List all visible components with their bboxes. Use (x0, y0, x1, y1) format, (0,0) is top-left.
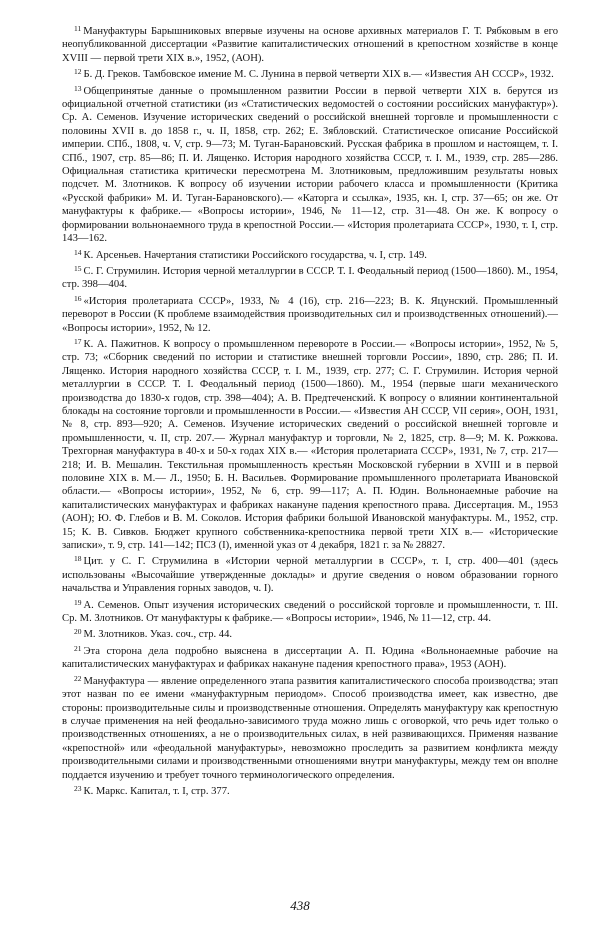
footnote-text: «История пролетариата СССР», 1933, № 4 (16), стр. 216—223; В. К. Яцунский. Промышленный переворот в России (К проблеме взаимодействия производительных сил и производственных отношений).— «Вопросы истории», 1952, № 12. (62, 295, 558, 334)
footnote-text: Общепринятые данные о промышленном развитии России в первой четверти XIX в. берутся из официальной отчетной статистики (из «Статистических ведомостей о состоянии российских мануфактур»). Ср. А. Семенов. Изучение исторических сведений о российской внешней торговле и промышленности с половины XVII в. до 1858 г., ч. II, 1858, стр. 262; Е. Зябловский. Статистическое описание Российской империи. СПб., 1808, ч. V, стр. 9—73; М. Туган-Барановский. Русская фабрика в прошлом и настоящем, т. I. СПб., 1907, стр. 85—86; П. И. Лященко. История народного хозяйства СССР, т. I. М., 1939, стр. 285—286. Официальная статистика критически пересмотрена М. Злотниковым, предложившим результаты новых подсчет. М. Злотников. К вопросу об изучении истории рабочего класса и промышленности (Критика «Русской фабрики» М. И. Туган-Барановского).— «Каторга и ссылка», 1935, кн. I, стр. 37—65; он же. От мануфактуры к фабрике.— «Вопросы истории», 1946, № 11—12, стр. 31—48. Он же. К вопросу о формировании вольнонаемного труда в крепостной России.— «История пролетариата СССР», 1930, т. I, стр. 143—162. (62, 85, 558, 245)
footnote-text: С. Г. Струмилин. История черной металлургии в СССР. Т. I. Феодальный период (1500—1860). М., 1954, стр. 398—404. (62, 265, 558, 291)
footnote-text: Мануфактура — явление определенного этапа развития капиталистического способа производства; этап этот назван по ее имени «мануфактурным периодом». Способ производства имеет, как известно, две стороны: производительные силы и производственные отношения. Определять мануфактуру как крепостную в случае применения на ней феодально-зависимого труда можно лишь с оговоркой, что речь идет только о производственных отношениях, а не о производительных силах, в ней развивающихся. Применяя название «крепостной» или «феодальной мануфактуры», невозможно проследить за развитием конфликта между производительными силами и производственными отношениями внутри мануфактуры, между тем он вполне поддается изучению и требует точного терминологического определения. (62, 675, 558, 781)
footnote-number: 17 (74, 336, 82, 346)
footnote (62, 625, 558, 641)
footnote-text: Мануфактуры Барышниковых впервые изучены на основе архивных материалов Г. Т. Рябковым в его неопубликованной диссертации «Развитие капиталистических отношений в крепостном хозяйстве в конце XVIII — первой трети XIX в.», 1952, (АОН). (62, 26, 558, 64)
footnote-text: Эта сторона дела подробно выяснена в диссертации А. П. Юдина «Вольнонаемные рабочие на капиталистических мануфактурах и фабриках накануне падения крепостного права», 1953 (АОН). (62, 645, 558, 671)
footnote-number: 16 (74, 293, 82, 303)
footnote (62, 552, 558, 595)
footnote (62, 65, 558, 81)
footnote (62, 596, 558, 626)
footnote (62, 262, 558, 292)
footnote-number: 18 (74, 554, 82, 564)
footnote-number: 12 (74, 67, 82, 77)
footnote-number: 13 (74, 83, 82, 93)
footnote (62, 782, 558, 798)
footnote-text: К. А. Пажитнов. К вопросу о промышленном перевороте в России.— «Вопросы истории», 1952, № 5, стр. 73; «Сборник сведений по истории и статистике внешней торговли России», 1890, стр. 286; П. И. Лященко. История народного хозяйства СССР, т. I. М., 1939, стр. 277; С. Г. Струмилин. История черной металлургии в СССР. Т. I. Феодальный период (1500—1860). М., 1954 (первые шаги механического производства до 1830-х годов, стр. 398—404); А. В. Предтеченский. К вопросу о влиянии континентальной блокады на состояние торговли и промышленности в России.— «Известия АН СССР, VII серия», ООН, 1931, № 8, стр. 893—920; А. Семенов. Изучение исторических сведений о российской внешней торговле и промышленности, ч. II, стр. 207.— Журнал мануфактур и торговли, № 2, 1825, стр. 8—9; М. К. Рожкова. Трехгорная мануфактура в 40-х и 50-х годах XIX в.— «История пролетариата СССР», 1931, № 7, стр. 217—218; И. В. Мешалин. Текстильная промышленность крестьян Московской губернии в XVIII и в первой половине XIX в. М.— Л., 1950; Б. Н. Васильев. Формирование промышленного пролетариата Ивановской области.— «Вопросы истории», 1952, № 6, стр. 99—117; А. П. Юдин. Вольнонаемные рабочие на капиталистических мануфактурах и фабриках накануне падения крепостного права. Диссертация. М., 1953 (АОН); Ю. Ф. Глебов и В. М. Соколов. История фабрики большой Ивановской мануфактуры. М., 1952, стр. 15; К. В. Сивков. Бюджет крупного собственника-крепостника первой трети XIX в.— «Исторические записки», т. 9, стр. 141—142; ПСЗ (I), именной указ от 4 декабря, 1821 г. за № 28827. (62, 338, 558, 552)
footnote (62, 642, 558, 672)
footnote-number: 15 (74, 263, 82, 273)
footnote (62, 22, 558, 65)
footnote (62, 82, 558, 246)
footnote-number: 19 (74, 597, 82, 607)
footnote-text: Б. Д. Греков. Тамбовское имение М. С. Лунина в первой четверти XIX в.— «Известия АН СССР», 1932. (83, 69, 554, 81)
footnote-number: 11 (74, 24, 82, 33)
footnote-number: 20 (74, 627, 82, 637)
footnote-text: К. Маркс. Капитал, т. I, стр. 377. (83, 785, 230, 797)
footnote (62, 246, 558, 262)
footnote (62, 292, 558, 335)
footnote-number: 14 (74, 247, 82, 257)
footnote (62, 672, 558, 782)
footnote (62, 335, 558, 553)
footnote-number: 22 (74, 673, 82, 683)
footnote-number: 23 (74, 783, 82, 793)
footnote-text: М. Злотников. Указ. соч., стр. 44. (83, 629, 233, 641)
footnote-text: К. Арсеньев. Начертания статистики Российского государства, ч. I, стр. 149. (83, 249, 427, 261)
footnote-text: А. Семенов. Опыт изучения исторических сведений о российской торговле и промышленности, т. III. Ср. М. Злотников. От мануфактуры к фабрике.— «Вопросы истории», 1946, № 11—12, стр. 44. (62, 599, 558, 625)
footnote-text: Цит. у С. Г. Струмилина в «Истории черной металлургии в СССР», т. I, стр. 400—401 (здесь использованы «Высочайшие утвержденные доклады» и другие сведения о новом образовании горного начальства и Управления горных заводов, ч. I). (62, 556, 558, 595)
footnote-number: 21 (74, 643, 82, 653)
footnotes-block (62, 22, 558, 798)
page-number: 438 (290, 898, 310, 913)
